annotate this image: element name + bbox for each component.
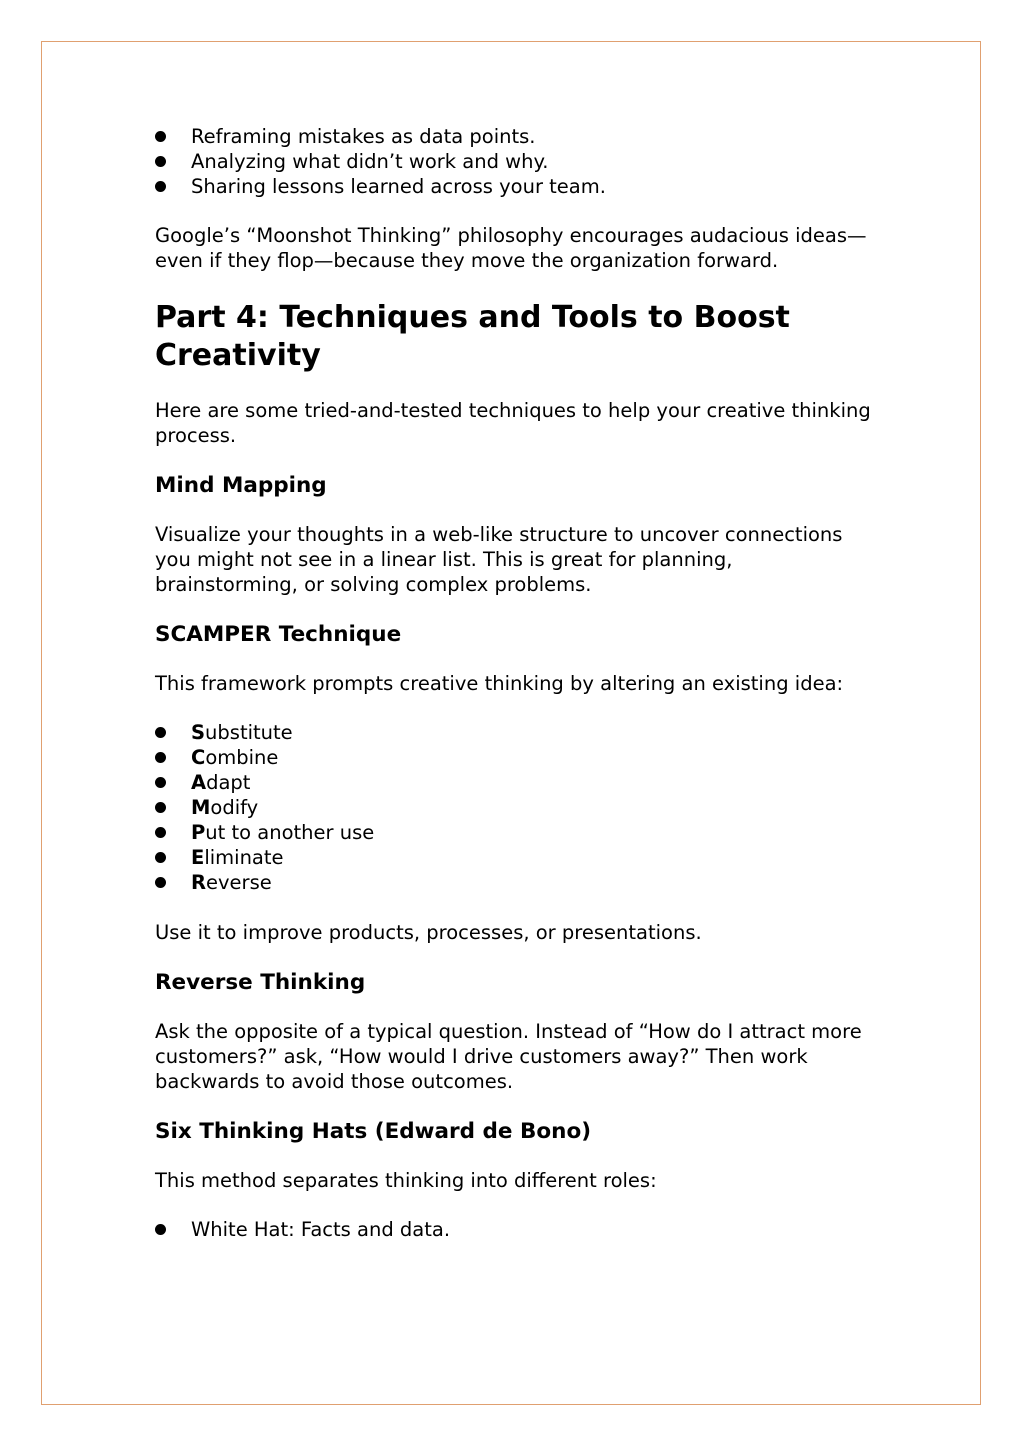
six-hats-intro: This method separates thinking into different roles: [155,1169,657,1192]
scamper-heading: SCAMPER Technique [155,622,402,647]
bullet-icon [155,777,166,788]
bullet-icon [155,181,166,192]
intro-bullet-list [155,124,875,199]
bullet-icon [155,752,166,763]
bullet-icon [155,1224,166,1235]
scamper-intro: This framework prompts creative thinking by altering an existing idea: [155,672,844,695]
part4-intro: Here are some tried-and-tested techniques to help your creative thinking process. [155,399,871,447]
scamper-list [155,720,875,895]
moonshot-paragraph: Google’s “Moonshot Thinking” philosophy encourages audacious ideas—even if they flop—because they move the organization forward. [155,224,867,272]
list-item: Adapt [155,770,875,795]
list-item: Substitute [155,720,875,745]
scamper-outro: Use it to improve products, processes, or presentations. [155,921,702,944]
reverse-thinking-heading: Reverse Thinking [155,970,366,995]
six-hats-heading: Six Thinking Hats (Edward de Bono) [155,1119,592,1144]
part4-heading: Part 4: Techniques and Tools to Boost Creativity [155,300,790,373]
bullet-icon [155,802,166,813]
bullet-icon [155,156,166,167]
six-hats-list [155,1217,875,1242]
mind-mapping-heading: Mind Mapping [155,473,327,498]
bullet-icon [155,827,166,838]
bullet-icon [155,131,166,142]
list-item: Analyzing what didn’t work and why. [155,149,875,174]
reverse-thinking-text: Ask the opposite of a typical question. Instead of “How do I attract more customers?” ask, “How would I drive customers away?” Then work backwards to avoid those outcomes. [155,1020,862,1093]
bullet-icon [155,852,166,863]
list-item: Combine [155,745,875,770]
mind-mapping-text: Visualize your thoughts in a web-like structure to uncover connections you might not see in a linear list. This is great for planning, brainstorming, or solving complex problems. [155,523,843,596]
bullet-icon [155,727,166,738]
list-item: Reverse [155,870,875,895]
list-item: Sharing lessons learned across your team. [155,174,875,199]
list-item: Eliminate [155,845,875,870]
document-content [155,124,875,1242]
list-item: Reframing mistakes as data points. [155,124,875,149]
list-item: Put to another use [155,820,875,845]
list-item: White Hat: Facts and data. [155,1217,875,1242]
bullet-icon [155,877,166,888]
list-item: Modify [155,795,875,820]
